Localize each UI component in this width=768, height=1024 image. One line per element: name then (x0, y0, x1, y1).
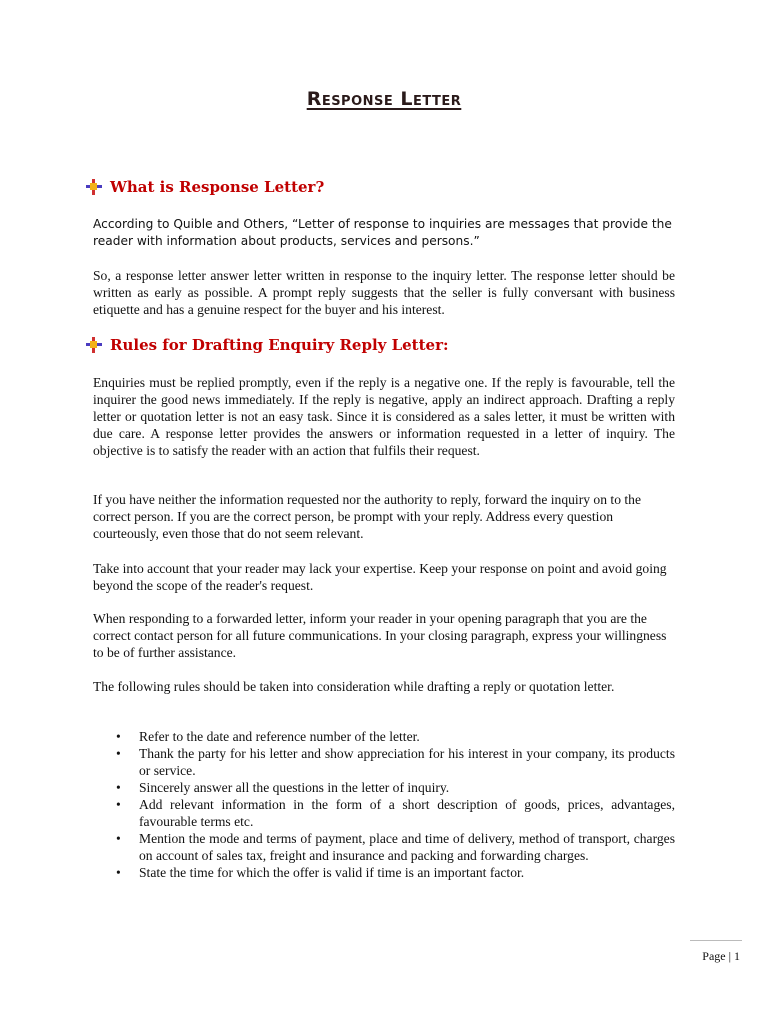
arrow-bullet-icon (86, 337, 102, 353)
section-heading-text: Rules for Drafting Enquiry Reply Letter: (110, 336, 449, 354)
document-title-text: Response Letter (306, 88, 462, 110)
section-heading-text: What is Response Letter? (110, 178, 325, 196)
list-item (93, 779, 675, 796)
list-item (93, 796, 675, 830)
definition-quote: According to Quible and Others, “Letter of response to inquiries are messages that provide the reader with information about products, services and persons.” (93, 217, 672, 248)
list-item-text: Refer to the date and reference number of the letter. (139, 729, 420, 744)
page-number: Page | 1 (702, 949, 740, 963)
rules-list (93, 728, 675, 881)
paragraph: So, a response letter answer letter written in response to the inquiry letter. The response letter should be written as early as possible. A prompt reply suggests that the seller is fully conversant with business etiquette and has a genuine respect for the buyer and his interest. (93, 268, 675, 317)
footer-divider (690, 940, 742, 941)
arrow-bullet-icon (86, 179, 102, 195)
list-item (93, 728, 675, 745)
paragraph: Enquiries must be replied promptly, even if the reply is a negative one. If the reply is favourable, tell the inquirer the good news immediately. If the reply is negative, apply an indirect approach. Drafting a reply letter or quotation letter is not an easy task. Since it is considered as a sales letter, it must be written with due care. A response letter provides the answers or information requested in a letter of inquiry. The objective is to satisfy the reader with an action that fulfils their request. (93, 375, 675, 458)
bullet-dot-icon: • (116, 831, 121, 846)
list-item-text: Sincerely answer all the questions in the letter of inquiry. (139, 780, 450, 795)
bullet-dot-icon: • (116, 865, 121, 880)
paragraph: The following rules should be taken into consideration while drafting a reply or quotation letter. (93, 679, 615, 694)
list-item-text: Mention the mode and terms of payment, place and time of delivery, method of transport, charges on account of sales tax, freight and insurance and packing and forwarding charges. (139, 831, 675, 863)
list-item (93, 864, 675, 881)
list-item-text: Thank the party for his letter and show appreciation for his interest in your company, its products or service. (139, 746, 675, 778)
paragraph: When responding to a forwarded letter, inform your reader in your opening paragraph that you are the correct contact person for all future communications. In your closing paragraph, express your willingness to be of further assistance. (93, 611, 667, 660)
bullet-dot-icon: • (116, 780, 121, 795)
section-heading-what-is (86, 178, 324, 196)
paragraph: If you have neither the information requested nor the authority to reply, forward the inquiry on to the correct person. If you are the correct person, be prompt with your reply. Address every question courteously, even those that do not seem relevant. (93, 492, 641, 541)
document-title (0, 88, 768, 110)
bullet-dot-icon: • (116, 729, 121, 744)
list-item (93, 830, 675, 864)
section-heading-rules (86, 336, 449, 354)
list-item (93, 745, 675, 779)
bullet-dot-icon: • (116, 746, 121, 761)
bullet-dot-icon: • (116, 797, 121, 812)
list-item-text: Add relevant information in the form of a short description of goods, prices, advantages, favourable terms etc. (139, 797, 675, 829)
paragraph: Take into account that your reader may lack your expertise. Keep your response on point and avoid going beyond the scope of the reader's request. (93, 561, 667, 593)
list-item-text: State the time for which the offer is valid if time is an important factor. (139, 865, 525, 880)
